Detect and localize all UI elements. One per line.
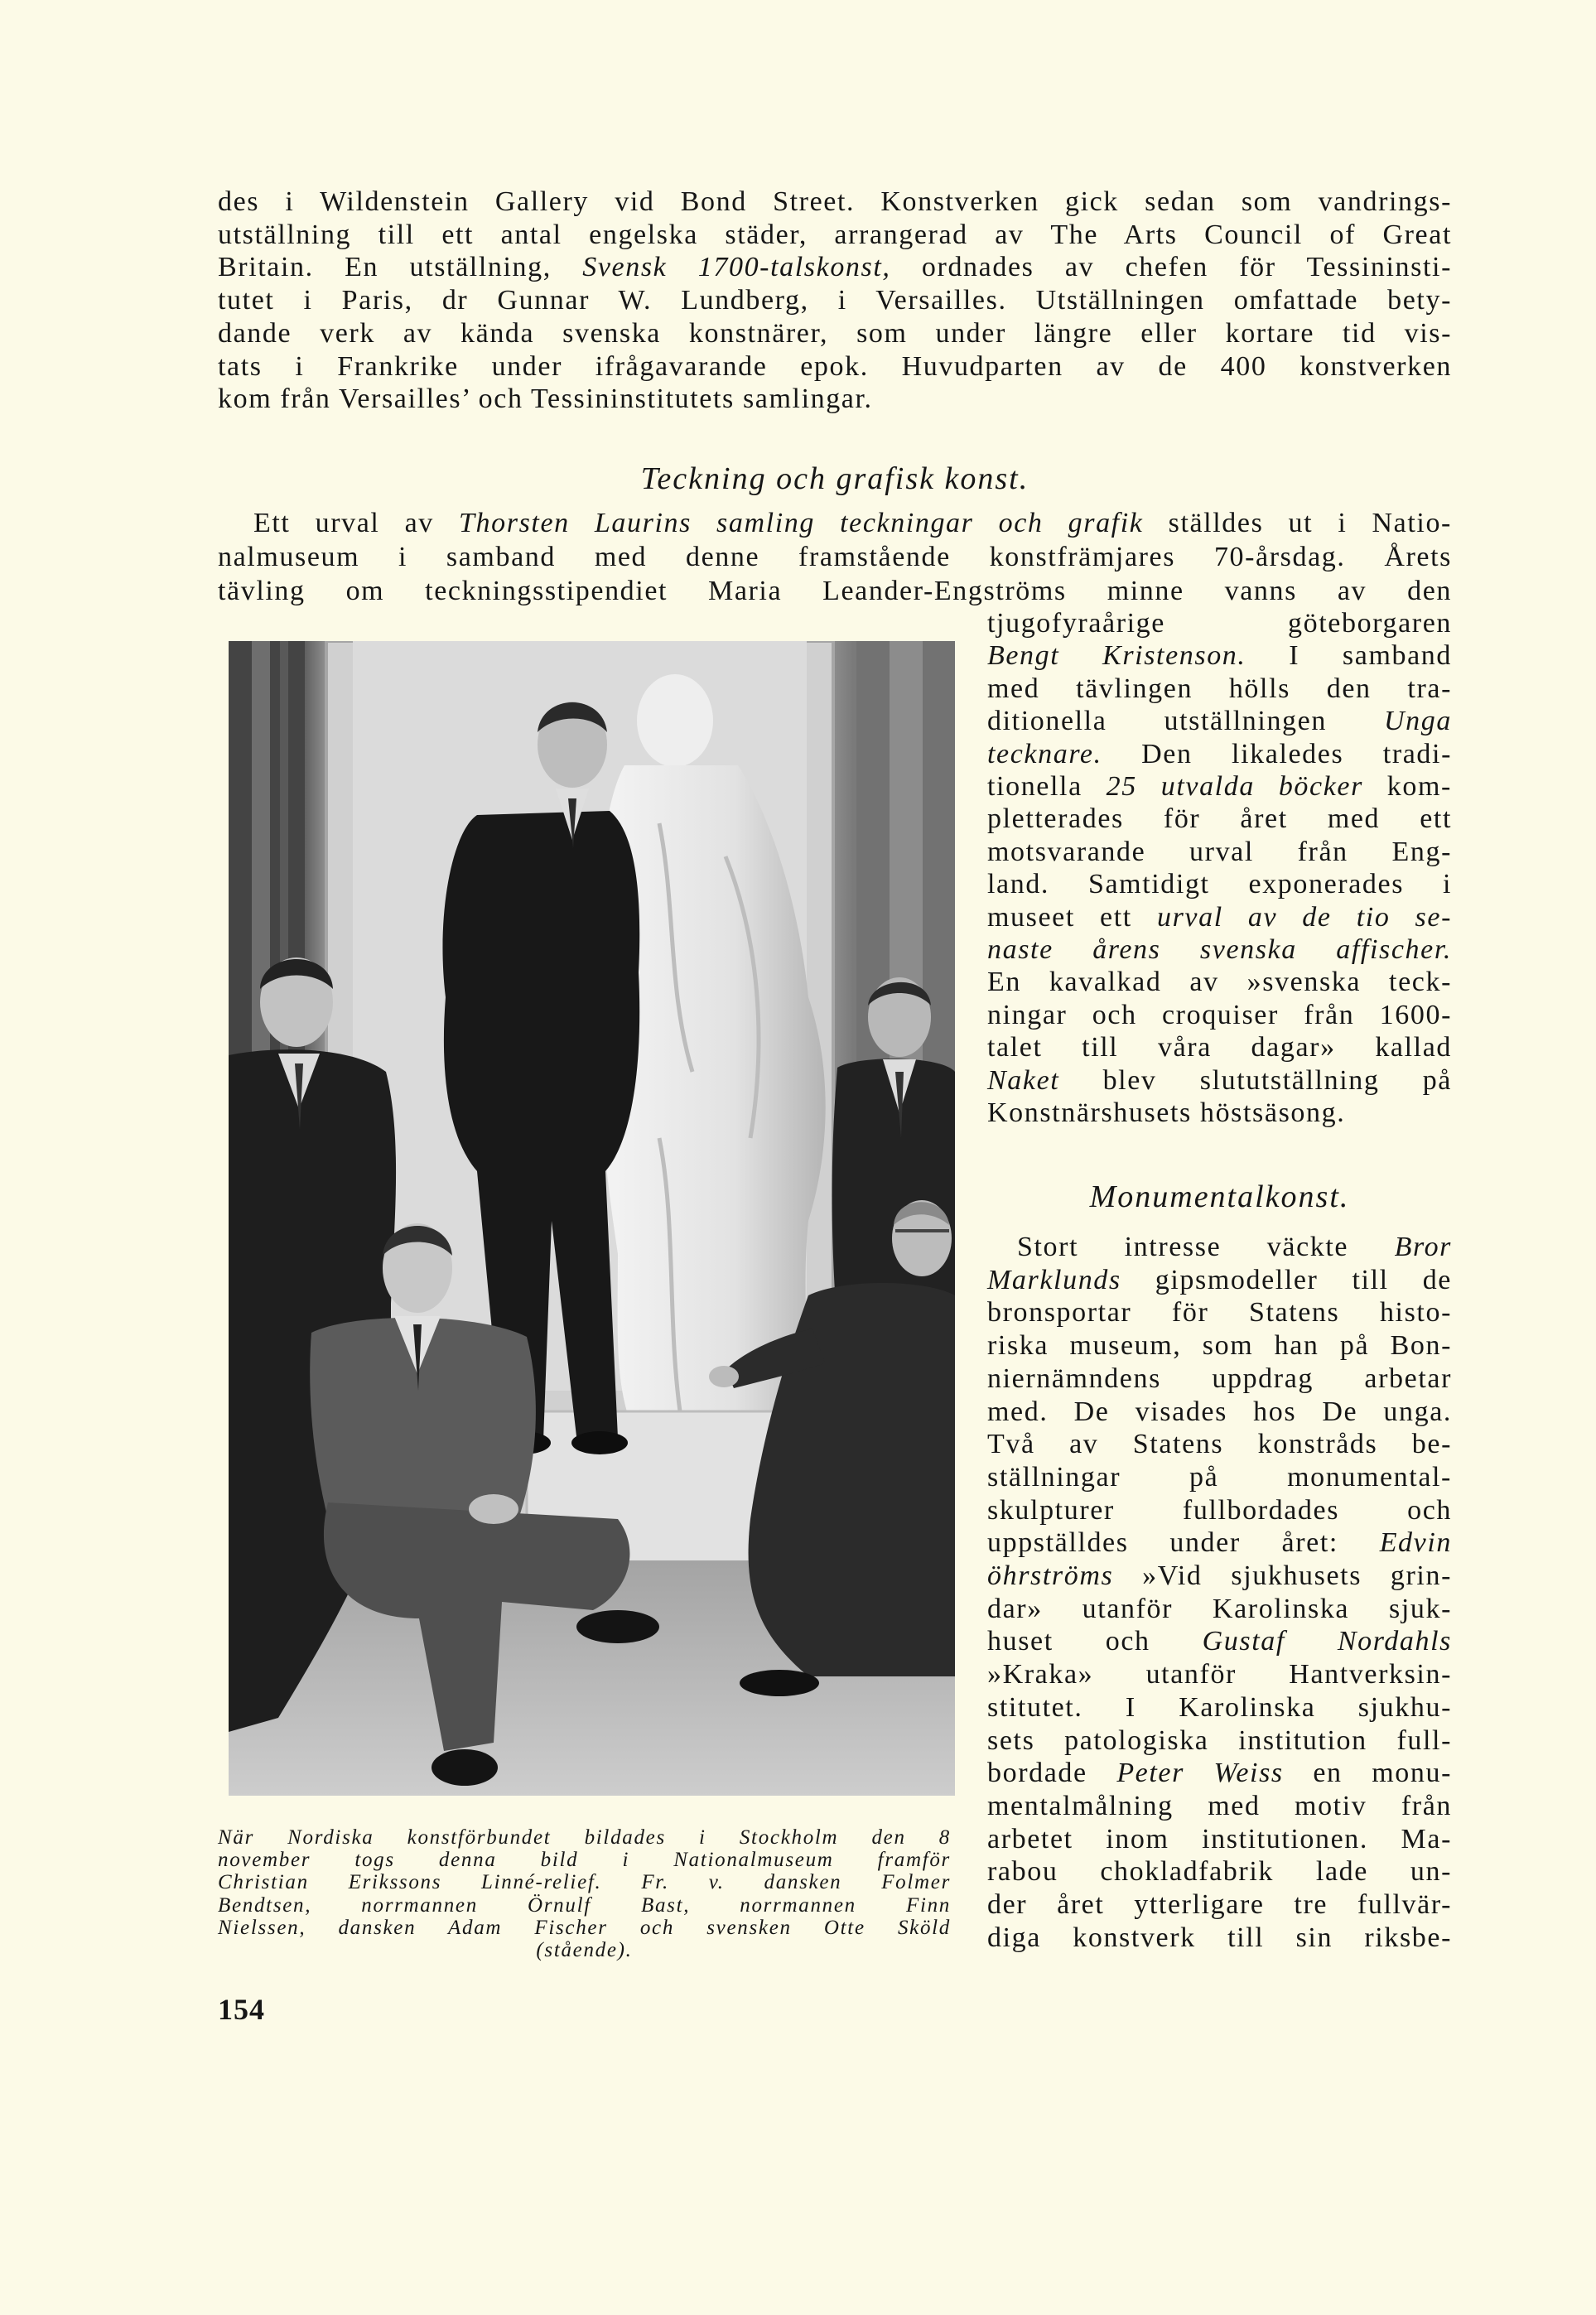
italic-text: naste årens svenska affischer. xyxy=(987,934,1452,966)
italic-text: Edvin xyxy=(1379,1527,1452,1559)
roman-text: utställning till ett antal engelska städer, arrangerad av The Arts Council of Great xyxy=(218,219,1452,250)
text-line xyxy=(218,1939,951,1961)
roman-text: En kavalkad av »svenska teck- xyxy=(987,967,1452,998)
roman-text: huset och xyxy=(987,1626,1203,1657)
roman-text: Britain. En utställning, xyxy=(218,252,583,283)
text-line xyxy=(218,1894,951,1917)
italic-text: Thorsten Laurins samling teckningar och grafik xyxy=(459,508,1144,538)
text-line xyxy=(218,507,1452,541)
roman-text: niernämndens uppdrag arbetar xyxy=(987,1362,1452,1394)
roman-text: ordnades av chefen för Tessininsti- xyxy=(890,252,1452,283)
text-line xyxy=(987,1396,1452,1429)
roman-text: kom- xyxy=(1362,771,1452,803)
roman-text: land. Samtidigt exponerades i xyxy=(987,869,1452,900)
text-line xyxy=(987,1231,1452,1264)
text-line xyxy=(987,770,1452,803)
text-line xyxy=(987,673,1452,705)
text-line xyxy=(987,803,1452,835)
section-heading-drawing: Teckning och grafisk konst. xyxy=(640,461,1029,496)
italic-text: Svensk 1700-talskonst, xyxy=(582,252,891,283)
text-line xyxy=(987,1560,1452,1593)
roman-text: ningar och croquiser från 1600- xyxy=(987,999,1452,1030)
text-line xyxy=(987,1494,1452,1527)
text-line xyxy=(987,1855,1452,1888)
text-line xyxy=(987,738,1452,770)
roman-text: med tävlingen hölls den tra- xyxy=(987,673,1452,704)
text-line xyxy=(987,1724,1452,1758)
text-line xyxy=(987,1790,1452,1823)
roman-text: en monu- xyxy=(1283,1758,1453,1789)
intro-paragraph xyxy=(218,186,1452,416)
roman-text: skulpturer fullbordades och xyxy=(987,1494,1452,1526)
text-line xyxy=(218,1849,951,1871)
text-line xyxy=(987,1264,1452,1297)
text-line xyxy=(987,607,1452,639)
text-line xyxy=(987,1625,1452,1658)
text-line xyxy=(987,933,1452,966)
roman-text: arbetet inom institutionen. Ma- xyxy=(987,1823,1452,1854)
roman-text: Christian Erikssons Linné-relief. Fr. v. dansken Folmer xyxy=(218,1871,951,1894)
text-line xyxy=(218,186,1452,219)
roman-text: I samband xyxy=(1246,640,1452,672)
roman-text: (stående). xyxy=(536,1939,633,1962)
text-line xyxy=(987,1031,1452,1063)
roman-text: bronsportar för Statens histo- xyxy=(987,1297,1452,1329)
italic-text: öhrströms xyxy=(987,1560,1114,1592)
roman-text: Konstnärshusets höstsäsong. xyxy=(987,1097,1346,1129)
roman-text: Den likaledes tradi- xyxy=(1102,738,1452,769)
roman-text: dar» utanför Karolinska sjuk- xyxy=(987,1593,1452,1624)
photograph xyxy=(229,641,955,1796)
roman-text: nalmuseum i samband med denne framstående konstfrämjares 70-årsdag. Årets xyxy=(218,541,1452,572)
roman-text: ditionella utställningen xyxy=(987,706,1385,737)
italic-text: Bror xyxy=(1394,1232,1452,1262)
roman-text: kom från Versailles’ och Tessininstitutets samlingar. xyxy=(218,383,873,415)
roman-text: des i Wildenstein Gallery vid Bond Street. Konstverken gick sedan som vandrings- xyxy=(218,186,1452,217)
roman-text: november togs denna bild i Nationalmuseum framför xyxy=(218,1849,951,1872)
roman-text: uppställdes under året: xyxy=(987,1527,1380,1559)
roman-text: Två av Statens konstråds be- xyxy=(987,1429,1452,1460)
text-line xyxy=(987,639,1452,672)
roman-text: Stort intresse väckte xyxy=(1017,1232,1395,1262)
roman-text: museet ett xyxy=(987,901,1157,933)
italic-text: 25 utvalda böcker xyxy=(1106,771,1363,803)
text-line xyxy=(218,219,1452,252)
text-line xyxy=(218,383,1452,416)
roman-text: bordade xyxy=(987,1758,1117,1789)
text-line xyxy=(987,1428,1452,1461)
roman-text: »Kraka» utanför Hantverksin- xyxy=(987,1659,1452,1690)
roman-text: »Vid sjukhusets grin- xyxy=(1113,1560,1452,1592)
text-line xyxy=(987,901,1452,933)
photo-caption xyxy=(218,1826,951,1961)
text-line xyxy=(987,1757,1452,1790)
text-line xyxy=(218,350,1452,383)
text-line xyxy=(218,317,1452,350)
roman-text: gipsmodeller till de xyxy=(1121,1264,1452,1295)
text-line xyxy=(218,541,1452,575)
roman-text: rabou chokladfabrik lade un- xyxy=(987,1856,1452,1888)
text-line xyxy=(987,836,1452,868)
text-line xyxy=(218,1826,951,1849)
text-line xyxy=(987,1593,1452,1626)
text-line xyxy=(987,1064,1452,1097)
text-line xyxy=(987,1823,1452,1856)
text-line xyxy=(987,868,1452,900)
roman-text: tionella xyxy=(987,771,1107,803)
roman-text: tutet i Paris, dr Gunnar W. Lundberg, i Versailles. Utställningen omfattade bety- xyxy=(218,285,1452,316)
roman-text: stitutet. I Karolinska sjukhu- xyxy=(987,1691,1452,1723)
text-line xyxy=(987,1461,1452,1494)
roman-text: sets patologiska institution full- xyxy=(987,1724,1452,1756)
drawing-paragraph-full-width xyxy=(218,507,1452,608)
text-line xyxy=(987,1362,1452,1396)
text-line xyxy=(987,1296,1452,1329)
text-line xyxy=(987,1526,1452,1560)
roman-text: dande verk av kända svenska konstnärer, som under längre eller kortare tid vis- xyxy=(218,317,1452,349)
italic-text: Naket xyxy=(987,1064,1060,1096)
roman-text: pletterades för året med ett xyxy=(987,803,1452,835)
text-line xyxy=(987,999,1452,1031)
roman-text: diga konstverk till sin riksbe- xyxy=(987,1922,1452,1953)
text-line xyxy=(218,251,1452,284)
roman-text: Nielssen, dansken Adam Fischer och svensken Otte Sköld xyxy=(218,1916,951,1939)
roman-text: blev slututställning på xyxy=(1059,1064,1452,1096)
roman-text: När Nordiska konstförbundet bildades i Stockholm den 8 xyxy=(218,1826,951,1849)
page-number: 154 xyxy=(218,1993,265,2026)
text-line xyxy=(987,966,1452,998)
roman-text: tats i Frankrike under ifrågavarande epok. Huvudparten av de 400 konstverken xyxy=(218,350,1452,382)
text-line xyxy=(987,1922,1452,1955)
text-line xyxy=(987,1329,1452,1362)
roman-text: motsvarande urval från Eng- xyxy=(987,836,1452,867)
roman-text: ställdes ut i Natio- xyxy=(1143,508,1452,538)
roman-text: Ett urval av xyxy=(253,508,460,538)
roman-text: tjugofyraårige göteborgaren xyxy=(987,608,1452,639)
italic-text: tecknare. xyxy=(987,738,1102,769)
photograph-frame xyxy=(229,641,955,1796)
text-line xyxy=(218,284,1452,317)
roman-text: Bendtsen, norrmannen Örnulf Bast, norrmannen Finn xyxy=(218,1893,951,1917)
roman-text: tävling om teckningsstipendiet Maria Leander-Engströms minne vanns av den xyxy=(218,575,1452,606)
italic-text: Peter Weiss xyxy=(1116,1758,1284,1789)
roman-text: riska museum, som han på Bon- xyxy=(987,1330,1452,1362)
roman-text: der året ytterligare tre fullvär- xyxy=(987,1889,1452,1921)
text-line xyxy=(218,1917,951,1939)
italic-text: Marklunds xyxy=(987,1264,1121,1295)
text-line xyxy=(987,1097,1452,1129)
text-line xyxy=(218,575,1452,609)
roman-text: talet till våra dagar» kallad xyxy=(987,1032,1452,1063)
italic-text: Unga xyxy=(1384,706,1452,737)
roman-text: mentalmålning med motiv från xyxy=(987,1790,1452,1821)
italic-text: Gustaf Nordahls xyxy=(1202,1626,1452,1657)
italic-text: urval av de tio se- xyxy=(1156,901,1453,933)
italic-text: Bengt Kristenson. xyxy=(987,640,1246,672)
text-line xyxy=(987,1691,1452,1724)
text-line xyxy=(987,705,1452,737)
roman-text: med. De visades hos De unga. xyxy=(987,1396,1452,1427)
text-line xyxy=(987,1888,1452,1922)
section-heading-monumental: Monumentalkonst. xyxy=(1089,1179,1350,1214)
text-line xyxy=(987,1658,1452,1691)
monumental-paragraph xyxy=(987,1231,1452,1954)
roman-text: ställningar på monumental- xyxy=(987,1461,1452,1493)
drawing-paragraph-column xyxy=(987,607,1452,1130)
text-line xyxy=(218,1871,951,1893)
